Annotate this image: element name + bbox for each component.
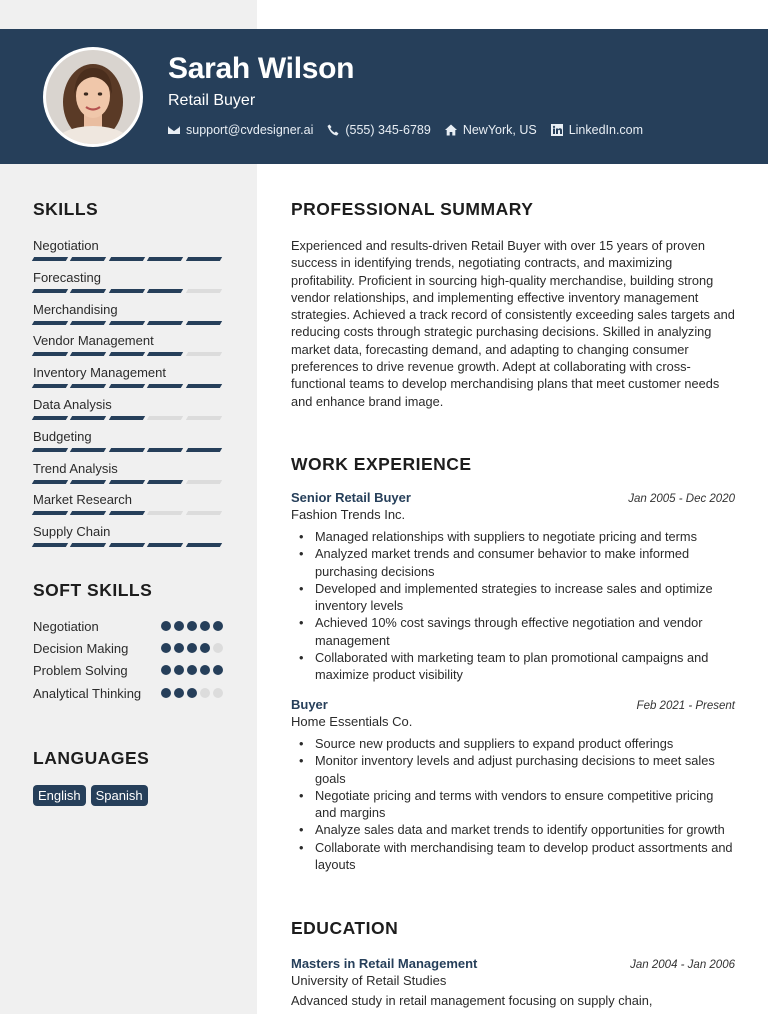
soft-skill-item bbox=[33, 685, 223, 702]
contact-email[interactable] bbox=[168, 123, 313, 137]
contact-email-text: support@cvdesigner.ai bbox=[186, 123, 314, 137]
skill-level-segment bbox=[70, 257, 107, 261]
soft-skill-name: Analytical Thinking bbox=[33, 686, 142, 701]
skill-level-segment bbox=[185, 416, 222, 420]
soft-skill-rating bbox=[161, 688, 223, 702]
job-dates: Feb 2021 - Present bbox=[636, 700, 735, 712]
job-bullet: • Monitor inventory levels and adjust purchasing decisions to meet sales goals bbox=[291, 752, 735, 787]
skill-item bbox=[33, 238, 223, 261]
skill-level-segment bbox=[147, 257, 184, 261]
job-bullet: • Source new products and suppliers to expand product offerings bbox=[291, 735, 735, 752]
job-company: Home Essentials Co. bbox=[291, 714, 413, 729]
soft-skill-name: Problem Solving bbox=[33, 663, 128, 678]
job-entry bbox=[291, 490, 735, 684]
rating-dot bbox=[200, 665, 210, 675]
skill-level-segment bbox=[32, 480, 69, 484]
school-name: University of Retail Studies bbox=[291, 973, 447, 988]
contact-row bbox=[168, 123, 643, 137]
skill-level-segment bbox=[185, 321, 222, 325]
skill-name: Data Analysis bbox=[33, 397, 112, 412]
skill-level-segment bbox=[109, 321, 146, 325]
contact-linkedin[interactable] bbox=[551, 123, 643, 137]
skill-name: Merchandising bbox=[33, 301, 118, 317]
skill-level-segment bbox=[147, 511, 184, 515]
language-badge: English bbox=[33, 785, 86, 806]
job-bullet: • Analyzed market trends and consumer behavior to make informed purchasing decisions bbox=[291, 545, 735, 580]
skill-item bbox=[33, 461, 223, 484]
skill-name: Vendor Management bbox=[33, 333, 154, 349]
language-badge: Spanish bbox=[91, 785, 148, 806]
rating-dot bbox=[174, 665, 184, 675]
skill-level-segment bbox=[109, 448, 146, 452]
skill-level-segment bbox=[109, 384, 146, 388]
skill-level-segment bbox=[70, 511, 107, 515]
skill-level-segment bbox=[185, 480, 222, 484]
skill-level-segment bbox=[109, 257, 146, 261]
skill-level-segment bbox=[70, 289, 107, 293]
contact-phone-text: (555) 345-6789 bbox=[345, 123, 431, 137]
job-bullet: • Negotiate pricing and terms with vendors to ensure competitive pricing and margins bbox=[291, 787, 735, 822]
rating-dot bbox=[161, 621, 171, 631]
rating-dot bbox=[213, 643, 223, 653]
soft-skill-name: Negotiation bbox=[33, 619, 99, 634]
skill-level-segment bbox=[185, 511, 222, 515]
contact-location[interactable] bbox=[445, 123, 537, 137]
skill-level-bar bbox=[33, 321, 223, 325]
job-title: Buyer bbox=[291, 697, 328, 712]
skill-name: Budgeting bbox=[33, 428, 92, 444]
skill-item bbox=[33, 302, 223, 325]
skill-level-segment bbox=[185, 289, 222, 293]
rating-dot bbox=[187, 688, 197, 698]
job-bullets bbox=[291, 735, 735, 873]
skill-level-segment bbox=[32, 321, 69, 325]
skill-level-segment bbox=[32, 543, 69, 547]
skill-level-segment bbox=[70, 448, 107, 452]
skill-level-segment bbox=[109, 352, 146, 356]
job-bullet: • Developed and implemented strategies to increase sales and optimize inventory levels bbox=[291, 580, 735, 615]
skill-name: Trend Analysis bbox=[33, 460, 118, 476]
skill-name: Forecasting bbox=[33, 269, 101, 285]
skill-level-bar bbox=[33, 257, 223, 261]
skill-item bbox=[33, 429, 223, 452]
skill-level-segment bbox=[32, 257, 69, 261]
degree-title: Masters in Retail Management bbox=[291, 956, 478, 971]
rating-dot bbox=[187, 643, 197, 653]
skill-level-bar bbox=[33, 384, 223, 388]
skill-level-segment bbox=[185, 352, 222, 356]
skill-item bbox=[33, 492, 223, 515]
skill-level-segment bbox=[147, 321, 184, 325]
skill-level-bar bbox=[33, 289, 223, 293]
skill-level-segment bbox=[109, 480, 146, 484]
phone-icon bbox=[327, 124, 339, 136]
skill-level-bar bbox=[33, 480, 223, 484]
skill-level-segment bbox=[109, 289, 146, 293]
skill-level-segment bbox=[32, 352, 69, 356]
job-bullets bbox=[291, 528, 735, 684]
education-dates: Jan 2004 - Jan 2006 bbox=[630, 959, 735, 971]
languages-heading: LANGUAGES bbox=[33, 748, 150, 768]
rating-dot bbox=[187, 621, 197, 631]
skill-item bbox=[33, 270, 223, 293]
rating-dot bbox=[174, 621, 184, 631]
job-dates: Jan 2005 - Dec 2020 bbox=[628, 493, 735, 505]
candidate-role: Retail Buyer bbox=[168, 92, 256, 109]
soft-skills-heading: SOFT SKILLS bbox=[33, 580, 153, 600]
job-entry bbox=[291, 697, 735, 873]
rating-dot bbox=[200, 621, 210, 631]
education-entry bbox=[291, 956, 735, 1009]
skill-item bbox=[33, 524, 223, 547]
rating-dot bbox=[161, 643, 171, 653]
skill-item bbox=[33, 333, 223, 356]
skill-name: Supply Chain bbox=[33, 524, 111, 540]
languages-list bbox=[33, 785, 148, 806]
rating-dot bbox=[200, 643, 210, 653]
skill-level-segment bbox=[147, 448, 184, 452]
linkedin-icon bbox=[551, 124, 563, 136]
soft-skill-rating bbox=[161, 665, 223, 679]
skill-level-segment bbox=[147, 289, 184, 293]
skill-name: Market Research bbox=[33, 492, 132, 508]
skill-level-segment bbox=[109, 543, 146, 547]
skill-level-segment bbox=[70, 321, 107, 325]
rating-dot bbox=[161, 688, 171, 698]
skills-heading: SKILLS bbox=[33, 199, 99, 219]
envelope-icon bbox=[168, 124, 180, 136]
job-bullet: • Analyze sales data and market trends to identify opportunities for growth bbox=[291, 821, 735, 838]
skill-item bbox=[33, 397, 223, 420]
skill-level-segment bbox=[70, 480, 107, 484]
education-description: Advanced study in retail management focusing on supply chain, bbox=[291, 993, 653, 1008]
candidate-name: Sarah Wilson bbox=[168, 52, 355, 85]
contact-linkedin-text: LinkedIn.com bbox=[568, 123, 644, 137]
soft-skill-rating bbox=[161, 621, 223, 635]
skill-level-segment bbox=[147, 543, 184, 547]
soft-skill-name: Decision Making bbox=[33, 641, 129, 656]
skill-level-bar bbox=[33, 511, 223, 515]
skill-level-segment bbox=[185, 257, 222, 261]
skill-item bbox=[33, 365, 223, 388]
job-bullet: • Achieved 10% cost savings through effective negotiation and vendor management bbox=[291, 614, 735, 649]
skill-level-bar bbox=[33, 543, 223, 547]
skill-level-segment bbox=[70, 352, 107, 356]
job-company: Fashion Trends Inc. bbox=[291, 507, 406, 522]
skill-level-segment bbox=[147, 416, 184, 420]
skill-level-segment bbox=[32, 416, 69, 420]
summary-heading: PROFESSIONAL SUMMARY bbox=[291, 199, 534, 219]
job-bullet: • Collaborated with marketing team to plan promotional campaigns and maximize product visibility bbox=[291, 649, 735, 684]
skill-level-segment bbox=[147, 480, 184, 484]
skill-level-segment bbox=[147, 352, 184, 356]
skill-level-segment bbox=[147, 384, 184, 388]
summary-text: Experienced and results-driven Retail Buyer with over 15 years of proven success in identifying trends, negotiating contracts, and maximizing profitability. Proficient in sourcing high-quality merchandise, building strong vendor relationships, and implementing effective inventory management strategies. Achieved a track record of consistently exceeding sales targets and reducing costs through strategic purchasing decisions. Skilled in analyzing market data, forecasting demand, and adapting to changing consumer preferences to drive revenue growth. Adept at collaborating with cross-functional teams to develop merchandising plans that meet customer needs and enhance brand image. bbox=[291, 238, 735, 409]
experience-heading: WORK EXPERIENCE bbox=[291, 454, 472, 474]
skill-level-segment bbox=[32, 448, 69, 452]
soft-skill-item bbox=[33, 618, 223, 635]
job-bullet: • Collaborate with merchandising team to develop product assortments and layouts bbox=[291, 839, 735, 874]
rating-dot bbox=[213, 621, 223, 631]
soft-skill-rating bbox=[161, 643, 223, 657]
job-bullet: • Managed relationships with suppliers to negotiate pricing and terms bbox=[291, 528, 735, 545]
education-heading: EDUCATION bbox=[291, 918, 399, 938]
skill-level-segment bbox=[70, 543, 107, 547]
skill-name: Inventory Management bbox=[33, 365, 166, 381]
rating-dot bbox=[174, 688, 184, 698]
skill-level-segment bbox=[70, 416, 107, 420]
skill-level-segment bbox=[32, 289, 69, 293]
rating-dot bbox=[187, 665, 197, 675]
home-icon bbox=[445, 124, 457, 136]
skill-level-segment bbox=[185, 543, 222, 547]
rating-dot bbox=[213, 665, 223, 675]
contact-phone[interactable] bbox=[327, 123, 430, 137]
skill-level-bar bbox=[33, 448, 223, 452]
skill-level-segment bbox=[109, 511, 146, 515]
skill-level-segment bbox=[32, 511, 69, 515]
skill-name: Negotiation bbox=[33, 238, 99, 253]
skill-level-segment bbox=[185, 384, 222, 388]
skill-level-segment bbox=[109, 416, 146, 420]
skill-level-bar bbox=[33, 352, 223, 356]
rating-dot bbox=[200, 688, 210, 698]
rating-dot bbox=[161, 665, 171, 675]
contact-location-text: NewYork, US bbox=[462, 123, 537, 137]
skill-level-segment bbox=[185, 448, 222, 452]
job-title: Senior Retail Buyer bbox=[291, 490, 411, 505]
soft-skill-item bbox=[33, 662, 223, 679]
portrait-image bbox=[46, 50, 140, 144]
skill-level-bar bbox=[33, 416, 223, 420]
skill-level-segment bbox=[32, 384, 69, 388]
rating-dot bbox=[174, 643, 184, 653]
profile-photo bbox=[43, 47, 143, 147]
soft-skill-item bbox=[33, 640, 223, 657]
rating-dot bbox=[213, 688, 223, 698]
skill-level-segment bbox=[70, 384, 107, 388]
